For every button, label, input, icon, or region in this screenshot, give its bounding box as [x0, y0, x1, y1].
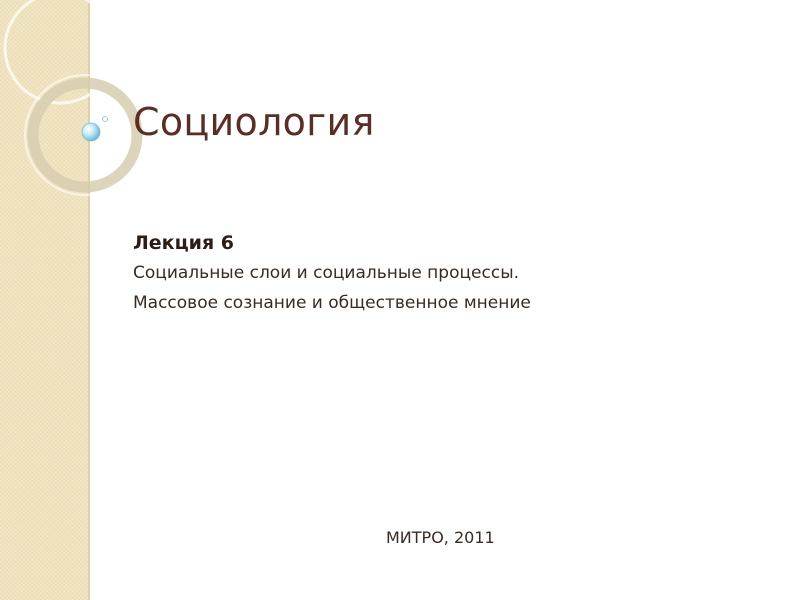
subtitle-block [133, 228, 531, 318]
blue-bubble-icon [82, 123, 100, 141]
subtitle-line-2: Массовое сознание и общественное мнение [133, 293, 531, 313]
footer-credit: МИТРО, 2011 [386, 528, 495, 547]
subtitle-line-1: Социальные слои и социальные процессы. [133, 263, 520, 283]
decorative-circles-icon [0, 0, 120, 210]
small-bubble-icon [103, 117, 108, 122]
slide-title: Социология [133, 100, 375, 144]
lecture-number: Лекция 6 [133, 232, 234, 254]
